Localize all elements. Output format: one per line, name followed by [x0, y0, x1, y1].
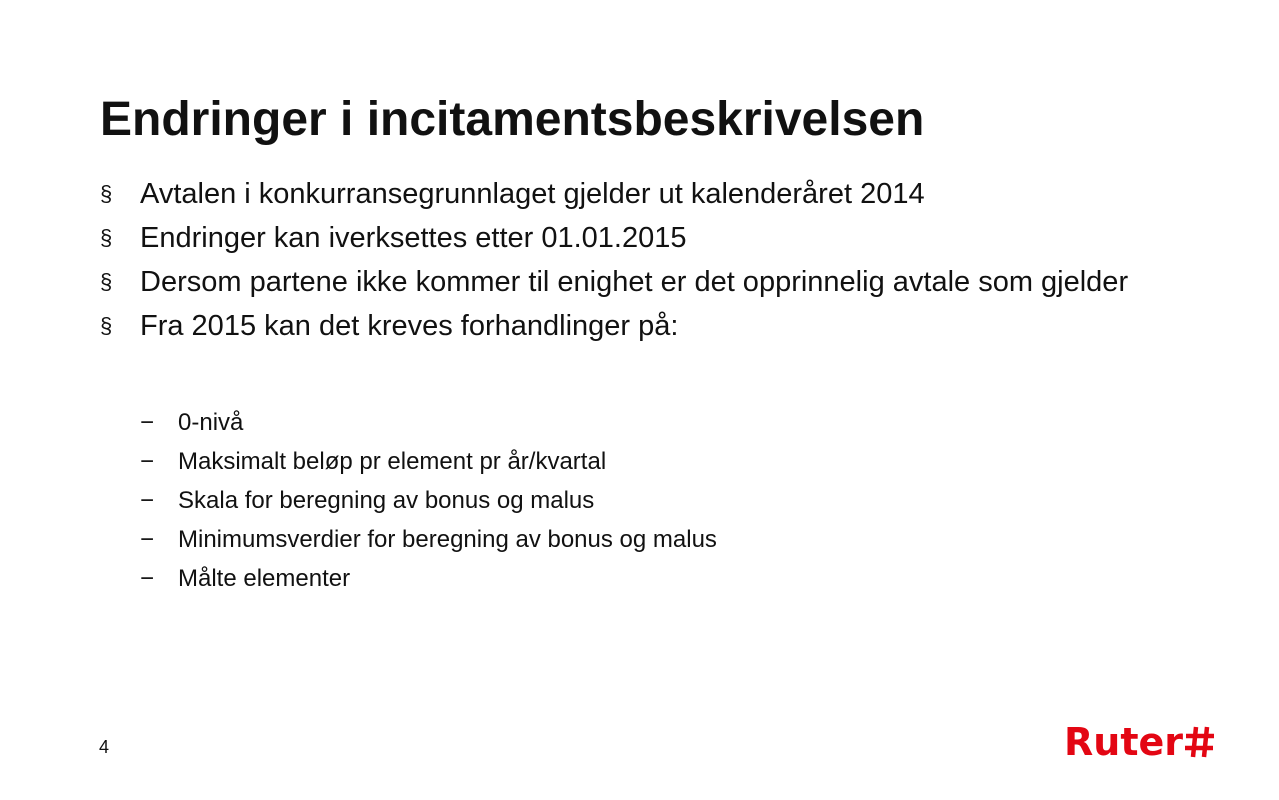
- bullet-list: [100, 172, 1210, 348]
- bullet-item: [100, 216, 1210, 260]
- sub-bullet-marker: −: [140, 526, 155, 553]
- bullet-item: [100, 304, 1210, 348]
- sub-bullet-text: 0-nivå: [178, 409, 244, 436]
- bullet-text: Fra 2015 kan det kreves forhandlinger på:: [140, 310, 679, 342]
- sub-bullet-item: [140, 442, 717, 481]
- sub-bullet-text: Minimumsverdier for beregning av bonus og malus: [178, 526, 717, 553]
- logo-text: Ruter: [1064, 720, 1183, 764]
- sub-bullet-item: [140, 520, 717, 559]
- bullet-text: Avtalen i konkurransegrunnlaget gjelder ut kalenderåret 2014: [140, 178, 925, 210]
- sub-bullet-item: [140, 559, 717, 598]
- sub-bullet-marker: −: [140, 565, 155, 592]
- ruter-logo: [1064, 720, 1215, 764]
- bullet-text: Endringer kan iverksettes etter 01.01.2015: [140, 222, 687, 254]
- bullet-marker: §: [100, 225, 113, 250]
- sub-bullet-marker: −: [140, 409, 155, 436]
- slide-title: Endringer i incitamentsbeskrivelsen: [100, 93, 925, 146]
- sub-bullet-text: Maksimalt beløp pr element pr år/kvartal: [178, 448, 607, 475]
- sub-bullet-text: Målte elementer: [178, 565, 351, 592]
- bullet-marker: §: [100, 313, 113, 338]
- bullet-marker: §: [100, 269, 113, 294]
- bullet-text: Dersom partene ikke kommer til enighet er det opprinnelig avtale som gjelder: [140, 266, 1129, 298]
- sub-bullet-list: [140, 403, 717, 598]
- bullet-marker: §: [100, 181, 113, 206]
- sub-bullet-item: [140, 481, 717, 520]
- sub-bullet-item: [140, 403, 717, 442]
- sub-bullet-marker: −: [140, 448, 155, 475]
- hash-icon: [1185, 726, 1215, 758]
- sub-bullet-marker: −: [140, 487, 155, 514]
- sub-bullet-text: Skala for beregning av bonus og malus: [178, 487, 595, 514]
- page-number: 4: [99, 737, 110, 757]
- bullet-item: [100, 260, 1210, 304]
- bullet-item: [100, 172, 1210, 216]
